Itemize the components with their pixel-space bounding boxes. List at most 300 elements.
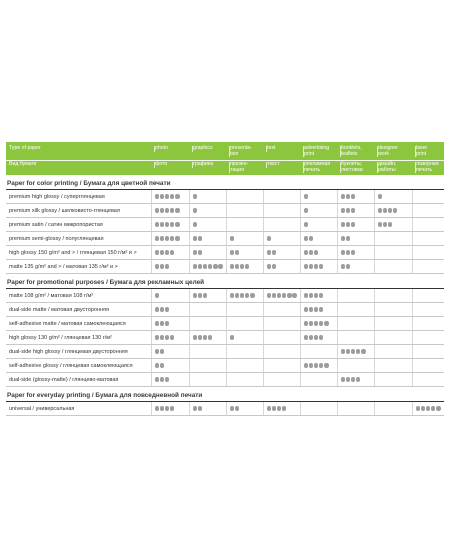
rating-dot — [155, 406, 159, 410]
table-row — [6, 373, 444, 387]
rating-cell — [226, 303, 263, 316]
rating-dot — [383, 222, 387, 226]
rating-cell — [300, 246, 337, 259]
rating-dot — [160, 377, 164, 381]
rating-dot — [165, 264, 169, 268]
rating-cell — [374, 402, 412, 415]
rating-dot — [309, 293, 313, 297]
rating-dot — [378, 194, 382, 198]
rating-cell — [263, 190, 300, 203]
rating-dot — [277, 293, 281, 297]
rating-dot — [160, 250, 164, 254]
rating-dot — [240, 293, 244, 297]
rating-dot — [170, 236, 174, 240]
rating-cell — [374, 289, 412, 302]
rating-dot — [351, 222, 355, 226]
rating-dot — [346, 236, 350, 240]
rating-dot — [309, 335, 313, 339]
rating-dot — [346, 264, 350, 268]
rating-cell — [412, 345, 444, 358]
header-row-english — [6, 142, 444, 160]
rating-dot — [175, 194, 179, 198]
rating-cell — [374, 331, 412, 344]
rating-cell — [151, 190, 189, 203]
rating-dot — [165, 307, 169, 311]
rating-cell — [412, 331, 444, 344]
rating-dot — [230, 293, 234, 297]
rating-dot — [160, 349, 164, 353]
table-header — [6, 142, 444, 175]
rating-cell — [374, 359, 412, 372]
rating-cell — [189, 373, 226, 386]
rating-dot — [416, 406, 420, 410]
paper-comparison-table — [6, 142, 444, 416]
rating-dot — [356, 349, 360, 353]
rating-dot — [175, 208, 179, 212]
rating-dot — [193, 222, 197, 226]
rating-cell — [337, 289, 374, 302]
rating-cell — [189, 331, 226, 344]
rating-dot — [346, 250, 350, 254]
table-row — [6, 317, 444, 331]
rating-cell — [151, 359, 189, 372]
table-row — [6, 260, 444, 274]
rating-dot — [309, 264, 313, 268]
rating-dot — [272, 406, 276, 410]
paper-type-label: self-adhesive glossy / глянцевая самоклеющаяся — [9, 362, 133, 369]
rating-dot — [319, 363, 323, 367]
rating-cell — [300, 232, 337, 245]
rating-dot — [272, 293, 276, 297]
rating-dot — [155, 208, 159, 212]
rating-dot — [235, 264, 239, 268]
rating-cell — [189, 204, 226, 217]
rating-cell — [189, 246, 226, 259]
rating-cell — [374, 246, 412, 259]
paper-type-label: dual-side high glossy / глянцевая двусторонняя — [9, 348, 128, 355]
rating-cell — [337, 218, 374, 231]
table-row — [6, 331, 444, 345]
rating-cell — [151, 331, 189, 344]
header-cell-en: laser print — [415, 146, 447, 157]
rating-dot — [314, 321, 318, 325]
rating-dot — [193, 194, 197, 198]
section-title: Paper for promotional purposes / Бумага для рекламных целей — [6, 275, 444, 289]
rating-dot — [193, 293, 197, 297]
rating-dot — [324, 363, 328, 367]
rating-cell — [337, 359, 374, 372]
table-row — [6, 246, 444, 260]
rating-cell — [151, 204, 189, 217]
rating-dot — [155, 363, 159, 367]
rating-dot — [346, 208, 350, 212]
paper-type-label: dual-side matte / матовая двусторонняя — [9, 306, 109, 313]
header-cell-en: presenta- tion — [229, 146, 266, 157]
rating-cell — [226, 260, 263, 273]
rating-dot — [155, 349, 159, 353]
rating-dot — [378, 208, 382, 212]
rating-dot — [378, 222, 382, 226]
rating-cell — [151, 303, 189, 316]
rating-dot — [170, 208, 174, 212]
rating-cell — [374, 232, 412, 245]
header-cell-en: text — [266, 146, 303, 152]
rating-dot — [160, 335, 164, 339]
rating-dot — [304, 250, 308, 254]
rating-dot — [193, 208, 197, 212]
rating-dot — [160, 208, 164, 212]
rating-dot — [314, 293, 318, 297]
rating-dot — [203, 293, 207, 297]
rating-cell — [300, 303, 337, 316]
rating-cell — [151, 260, 189, 273]
rating-dot — [393, 208, 397, 212]
rating-dot — [198, 293, 202, 297]
rating-dot — [309, 236, 313, 240]
rating-dot — [235, 250, 239, 254]
rating-dot — [160, 406, 164, 410]
rating-dot — [170, 194, 174, 198]
rating-cell — [300, 317, 337, 330]
rating-cell — [412, 373, 444, 386]
rating-dot — [341, 349, 345, 353]
rating-cell — [263, 359, 300, 372]
paper-type-label: self-adhesive matte / матовая самоклеющаяся — [9, 320, 126, 327]
table-row — [6, 204, 444, 218]
rating-cell — [189, 190, 226, 203]
rating-dot — [170, 335, 174, 339]
rating-cell — [374, 303, 412, 316]
rating-cell — [374, 190, 412, 203]
rating-dot — [272, 264, 276, 268]
rating-dot — [240, 264, 244, 268]
rating-cell — [263, 373, 300, 386]
rating-dot — [351, 250, 355, 254]
rating-dot — [421, 406, 425, 410]
rating-dot — [165, 208, 169, 212]
rating-cell — [263, 345, 300, 358]
rating-cell — [151, 289, 189, 302]
rating-dot — [160, 194, 164, 198]
rating-cell — [263, 303, 300, 316]
rating-dot — [165, 236, 169, 240]
rating-dot — [304, 236, 308, 240]
rating-dot — [193, 335, 197, 339]
header-cell-en: advertising print — [303, 146, 340, 157]
rating-dot — [282, 406, 286, 410]
header-cell-ru: дизайн, работы — [377, 162, 415, 173]
rating-cell — [337, 373, 374, 386]
rating-dot — [160, 321, 164, 325]
rating-cell — [300, 359, 337, 372]
rating-dot — [309, 321, 313, 325]
section-title: Paper for everyday printing / Бумага для повседневной печати — [6, 388, 444, 402]
table-row — [6, 232, 444, 246]
rating-cell — [189, 260, 226, 273]
rating-dot — [304, 307, 308, 311]
rating-cell — [412, 402, 444, 415]
rating-dot — [160, 264, 164, 268]
rating-cell — [337, 317, 374, 330]
rating-dot — [324, 321, 328, 325]
rating-cell — [189, 289, 226, 302]
rating-dot — [383, 208, 387, 212]
rating-dot — [198, 335, 202, 339]
rating-dot — [155, 307, 159, 311]
rating-dot — [341, 222, 345, 226]
rating-dot — [155, 264, 159, 268]
rating-dot — [304, 363, 308, 367]
rating-cell — [226, 331, 263, 344]
rating-cell — [374, 204, 412, 217]
rating-dot — [319, 293, 323, 297]
rating-dot — [170, 250, 174, 254]
rating-cell — [189, 359, 226, 372]
rating-dot — [165, 377, 169, 381]
rating-dot — [282, 293, 286, 297]
rating-dot — [267, 250, 271, 254]
header-cell-ru: лазерная печать — [415, 162, 447, 173]
paper-type-label: matte 108 g/m² / матовая 108 г/м² — [9, 292, 94, 299]
header-cell-ru: Вид бумаги — [9, 161, 37, 167]
header-cell-en: booklets, leaflets — [340, 146, 377, 157]
rating-cell — [189, 303, 226, 316]
rating-dot — [388, 208, 392, 212]
rating-dot — [319, 264, 323, 268]
rating-cell — [189, 317, 226, 330]
rating-dot — [198, 406, 202, 410]
rating-dot — [351, 208, 355, 212]
rating-cell — [151, 218, 189, 231]
paper-type-label: universal / универсальная — [9, 405, 75, 412]
rating-cell — [226, 359, 263, 372]
rating-dot — [155, 321, 159, 325]
rating-cell — [263, 289, 300, 302]
rating-dot — [170, 406, 174, 410]
table-row — [6, 345, 444, 359]
rating-dot — [160, 307, 164, 311]
rating-dot — [155, 222, 159, 226]
paper-type-label: premium semi-glossy / полуглянцевая — [9, 235, 104, 242]
header-cell-ru: фото — [154, 162, 192, 168]
rating-dot — [198, 236, 202, 240]
rating-cell — [300, 260, 337, 273]
rating-dot — [165, 194, 169, 198]
rating-dot — [160, 363, 164, 367]
rating-dot — [267, 264, 271, 268]
table-row — [6, 190, 444, 204]
rating-cell — [151, 402, 189, 415]
rating-cell — [337, 331, 374, 344]
rating-cell — [337, 232, 374, 245]
rating-dot — [346, 349, 350, 353]
rating-cell — [374, 218, 412, 231]
rating-cell — [263, 260, 300, 273]
rating-dot — [436, 406, 440, 410]
rating-dot — [208, 335, 212, 339]
rating-dot — [218, 264, 222, 268]
rating-dot — [193, 406, 197, 410]
rating-dot — [304, 335, 308, 339]
rating-dot — [314, 250, 318, 254]
rating-dot — [203, 335, 207, 339]
rating-cell — [226, 289, 263, 302]
rating-cell — [263, 402, 300, 415]
rating-dot — [155, 250, 159, 254]
rating-dot — [314, 335, 318, 339]
rating-cell — [263, 232, 300, 245]
rating-cell — [337, 260, 374, 273]
rating-dot — [203, 264, 207, 268]
rating-dot — [314, 264, 318, 268]
rating-cell — [412, 204, 444, 217]
rating-dot — [250, 293, 254, 297]
rating-cell — [337, 204, 374, 217]
paper-type-label: premium satin / сатин микропористая — [9, 221, 103, 228]
rating-cell — [300, 331, 337, 344]
rating-cell — [189, 402, 226, 415]
rating-cell — [300, 289, 337, 302]
header-row-russian — [6, 160, 444, 175]
rating-cell — [300, 190, 337, 203]
rating-cell — [374, 373, 412, 386]
header-cell-ru: графика — [192, 162, 229, 168]
table-row — [6, 289, 444, 303]
rating-cell — [151, 345, 189, 358]
rating-dot — [193, 250, 197, 254]
rating-dot — [341, 194, 345, 198]
rating-cell — [412, 232, 444, 245]
rating-cell — [151, 373, 189, 386]
rating-cell — [337, 190, 374, 203]
header-cell-ru: буклеты, листовки — [340, 162, 377, 173]
rating-dot — [341, 236, 345, 240]
rating-dot — [198, 264, 202, 268]
rating-cell — [189, 232, 226, 245]
rating-cell — [263, 218, 300, 231]
rating-dot — [235, 406, 239, 410]
paper-type-label: dual-side (glossy-matte) / глянцево-матовая — [9, 376, 119, 383]
rating-dot — [213, 264, 217, 268]
rating-cell — [374, 260, 412, 273]
paper-type-label: matte 135 g/m² and > / матовая 135 г/м² и > — [9, 263, 118, 270]
rating-dot — [351, 349, 355, 353]
rating-dot — [155, 236, 159, 240]
rating-dot — [319, 321, 323, 325]
rating-cell — [226, 246, 263, 259]
rating-dot — [426, 406, 430, 410]
rating-cell — [412, 317, 444, 330]
rating-cell — [337, 402, 374, 415]
rating-cell — [151, 246, 189, 259]
rating-dot — [235, 293, 239, 297]
rating-dot — [304, 293, 308, 297]
rating-cell — [300, 218, 337, 231]
rating-dot — [304, 208, 308, 212]
rating-cell — [337, 303, 374, 316]
rating-cell — [226, 204, 263, 217]
rating-cell — [189, 345, 226, 358]
rating-dot — [165, 321, 169, 325]
rating-dot — [160, 236, 164, 240]
rating-dot — [351, 377, 355, 381]
rating-dot — [314, 307, 318, 311]
paper-type-label: premium silk glossy / шелковисто-глянцевая — [9, 207, 120, 214]
rating-dot — [314, 363, 318, 367]
rating-cell — [226, 218, 263, 231]
rating-dot — [304, 321, 308, 325]
rating-dot — [155, 335, 159, 339]
header-cell-ru: рекламная печать — [303, 162, 340, 173]
rating-dot — [165, 335, 169, 339]
rating-dot — [341, 264, 345, 268]
rating-dot — [431, 406, 435, 410]
rating-dot — [267, 293, 271, 297]
rating-cell — [412, 190, 444, 203]
rating-dot — [230, 406, 234, 410]
paper-type-label: high glossy 130 g/m² / глянцевая 130 г/м² — [9, 334, 112, 341]
rating-dot — [304, 264, 308, 268]
table-row — [6, 218, 444, 232]
rating-dot — [198, 250, 202, 254]
rating-cell — [263, 317, 300, 330]
rating-dot — [170, 222, 174, 226]
rating-cell — [412, 218, 444, 231]
rating-cell — [226, 345, 263, 358]
rating-dot — [319, 307, 323, 311]
rating-dot — [319, 335, 323, 339]
rating-dot — [230, 236, 234, 240]
rating-dot — [309, 250, 313, 254]
rating-cell — [374, 317, 412, 330]
rating-dot — [165, 250, 169, 254]
table-body — [6, 176, 444, 416]
rating-cell — [226, 190, 263, 203]
rating-dot — [309, 307, 313, 311]
rating-dot — [155, 377, 159, 381]
header-cell-ru: презен- тация — [229, 162, 266, 173]
paper-type-label: high glossy 150 g/m² and > / глянцевая 150 г/м² и > — [9, 249, 137, 256]
rating-cell — [337, 345, 374, 358]
header-cell-en: photo — [154, 146, 192, 152]
rating-dot — [175, 236, 179, 240]
table-row — [6, 359, 444, 373]
rating-dot — [292, 293, 296, 297]
rating-dot — [165, 406, 169, 410]
rating-cell — [374, 345, 412, 358]
header-cell-ru: текст — [266, 162, 303, 168]
rating-dot — [309, 363, 313, 367]
rating-cell — [226, 373, 263, 386]
rating-cell — [226, 402, 263, 415]
rating-dot — [346, 194, 350, 198]
rating-cell — [263, 246, 300, 259]
rating-dot — [193, 264, 197, 268]
rating-cell — [189, 218, 226, 231]
rating-cell — [226, 232, 263, 245]
rating-dot — [287, 293, 291, 297]
rating-cell — [412, 303, 444, 316]
section-title: Paper for color printing / Бумага для цветной печати — [6, 176, 444, 190]
rating-dot — [245, 264, 249, 268]
rating-cell — [412, 289, 444, 302]
rating-dot — [230, 250, 234, 254]
rating-dot — [304, 222, 308, 226]
rating-cell — [300, 402, 337, 415]
rating-cell — [412, 359, 444, 372]
rating-dot — [230, 335, 234, 339]
rating-dot — [351, 194, 355, 198]
